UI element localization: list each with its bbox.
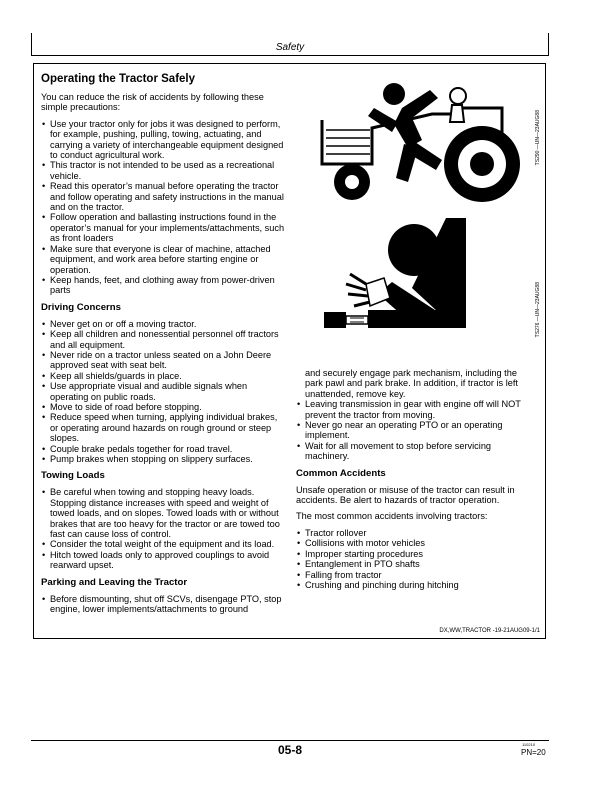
accidents-list [296,528,536,590]
footer-divider [31,740,549,741]
list-item: • Improper starting procedures [296,549,536,559]
intro-text: You can reduce the risk of accidents by following these simple precautions: [41,92,264,113]
accidents-text-1: Unsafe operation or misuse of the tractor can result in accidents. Be alert to hazards of tractor operation. [296,484,515,506]
list-item: • Pump brakes when stopping on slippery surfaces. [41,454,286,464]
right-column [296,368,536,594]
list-item: • Never ride on a tractor unless seated on a John Deere approved seat with seat belt. [41,350,286,371]
page-title: Operating the Tractor Safely [41,73,196,85]
page-number: 05-8 [277,743,303,757]
towing-heading: Towing Loads [41,470,105,482]
figure-1-label: TS290 —UN—23AUG88 [535,110,541,166]
header-divider [31,55,549,56]
list-item: • Keep all shields/guards in place. [41,371,286,381]
list-item: • Crushing and pinching during hitching [296,580,536,590]
list-item: • This tractor is not intended to be used as a recreational vehicle. [41,160,286,181]
section-title: Safety [275,42,305,53]
list-item: • Keep all children and nonessential personnel off tractors and all equipment. [41,329,286,350]
document-reference: DX,WW,TRACTOR -19-21AUG09-1/1 [439,628,540,634]
parking-list [296,399,536,461]
left-column [41,72,286,618]
towing-list [41,487,286,570]
list-item: • Never go near an operating PTO or an operating implement. [296,420,536,441]
driving-list [41,319,286,465]
list-item: • Read this operator’s manual before operating the tractor and follow operating and safety instructions in the manual and on the tractor. [41,181,286,212]
list-item: • Couple brake pedals together for road travel. [41,444,286,454]
tractor-fall-illustration [312,78,530,206]
list-item: • Hitch towed loads only to approved couplings to avoid rearward upset. [41,550,286,571]
list-item: • Wait for all movement to stop before servicing machinery. [296,441,536,462]
list-item: • Before dismounting, shut off SCVs, disengage PTO, stop engine, lower implements/attachments to ground [41,594,286,615]
list-item: • Move to side of road before stopping. [41,402,286,412]
accidents-text-2: The most common accidents involving tractors: [296,511,488,522]
precautions-list [41,119,286,296]
accidents-heading: Common Accidents [296,467,386,479]
pto-entanglement-illustration [320,214,470,346]
parking-list-start [41,594,286,615]
driving-heading: Driving Concerns [41,301,121,313]
list-item: • Collisions with motor vehicles [296,538,536,548]
list-item: • Keep hands, feet, and clothing away from power-driven parts [41,275,286,296]
parking-continued-text: and securely engage park mechanism, including the park pawl and park brake. In addition, if tractor is left unattended, remove key. [305,368,518,399]
list-item: • Make sure that everyone is clear of machine, attached equipment, and work area before starting engine or operation. [41,244,286,275]
pn-number: PN=20 [521,748,546,757]
list-item: • Tractor rollover [296,528,536,538]
parking-heading: Parking and Leaving the Tractor [41,576,188,588]
list-item: • Falling from tractor [296,570,536,580]
list-item: • Entanglement in PTO shafts [296,559,536,569]
list-item: • Follow operation and ballasting instructions found in the operator’s manual for your implements/attachments, such as front loaders [41,212,286,243]
list-item: • Use your tractor only for jobs it was designed to perform, for example, pushing, pulling, towing, actuating, and carrying a variety of interchangeable equipment designed to conduct agricultural work. [41,119,286,161]
list-item: • Consider the total weight of the equipment and its load. [41,539,286,549]
figure-2-label: TS276 —UN—23AUG88 [535,282,541,338]
list-item: • Leaving transmission in gear with engine off will NOT prevent the tractor from moving. [296,399,536,420]
footer-date-code: 110210 [522,742,536,747]
list-item: • Reduce speed when turning, applying individual brakes, or operating around hazards on rough ground or steep slopes. [41,412,286,443]
list-item: • Be careful when towing and stopping heavy loads. Stopping distance increases with speed and weight of towed loads, and on slopes. Towed loads with or without brakes that are too heavy for the tractor or are towed too fast can cause loss of control. [41,487,286,539]
list-item: • Never get on or off a moving tractor. [41,319,286,329]
list-item: • Use appropriate visual and audible signals when operating on public roads. [41,381,286,402]
